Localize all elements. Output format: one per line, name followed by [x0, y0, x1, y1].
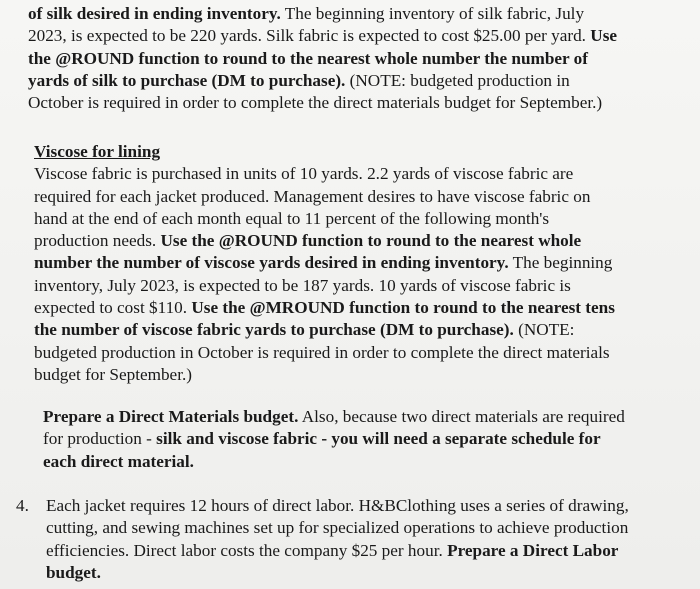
viscose-beginning-text: The beginning	[508, 253, 613, 273]
item4-budget-bold: budget.	[46, 562, 101, 582]
viscose-line-1: Viscose fabric is purchased in units of 10 yards. 2.2 yards of viscose fabric are	[34, 164, 574, 184]
item-number: 4.	[16, 496, 29, 515]
silk-note-continued: October is required in order to complete the direct materials budget for September.)	[28, 93, 603, 113]
viscose-line-10: budget for September.)	[34, 364, 192, 384]
prepare-dm-paragraph	[43, 406, 693, 473]
viscose-note-text: (NOTE:	[513, 320, 575, 340]
item4-line-2: cutting, and sewing machines set up for specialized operations to achieve production	[46, 518, 629, 538]
prepare-schedule-bold: silk and viscose fabric - you will need a separate schedule for	[156, 429, 601, 449]
item4-cost-text: efficiencies. Direct labor costs the company $25 per hour.	[46, 540, 448, 560]
prepare-production-text: for production -	[43, 429, 157, 449]
viscose-line-3: hand at the end of each month equal to 11 percent of the following month's	[34, 208, 550, 228]
viscose-heading: Viscose for lining	[34, 142, 161, 161]
silk-beginning-inventory-text: The beginning inventory of silk fabric, July	[280, 4, 585, 23]
viscose-mround-instruction: Use the @MROUND function to round to the nearest tens	[191, 298, 615, 318]
viscose-line-9: budgeted production in October is required in order to complete the direct materials	[34, 342, 610, 362]
prepare-dm-text: Also, because two direct materials are required	[298, 407, 625, 426]
item4-line-1: Each jacket requires 12 hours of direct labor. H&BClothing uses a series of drawing,	[46, 496, 629, 515]
viscose-line-6: inventory, July 2023, is expected to be 187 yards. 10 yards of viscose fabric is	[34, 275, 571, 295]
prepare-each-material: each direct material.	[43, 451, 194, 471]
viscose-section	[34, 141, 694, 386]
viscose-ending-inventory-bold: number the number of viscose yards desired in ending inventory.	[34, 253, 509, 273]
silk-use-bold: Use	[590, 26, 618, 46]
silk-round-instruction: the @ROUND function to round to the nearest whole number the number of	[28, 48, 588, 68]
silk-paragraph	[28, 3, 700, 114]
viscose-round-instruction: Use the @ROUND function to round to the nearest whole	[160, 231, 582, 251]
silk-note-text: (NOTE: budgeted production in	[345, 70, 570, 90]
viscose-production-needs: production needs.	[34, 231, 161, 251]
silk-ending-inventory-bold: of silk desired in ending inventory.	[28, 4, 281, 23]
viscose-purchase-bold: the number of viscose fabric yards to purchase (DM to purchase).	[34, 320, 514, 340]
silk-purchase-bold: yards of silk to purchase (DM to purchase).	[28, 70, 346, 90]
item4-prepare-bold: Prepare a Direct Labor	[447, 540, 619, 560]
silk-cost-text: 2023, is expected to be 220 yards. Silk fabric is expected to cost $25.00 per yard.	[28, 26, 591, 46]
viscose-cost-text: expected to cost $110.	[34, 298, 192, 318]
prepare-dm-bold: Prepare a Direct Materials budget.	[43, 407, 299, 426]
viscose-line-2: required for each jacket produced. Management desires to have viscose fabric on	[34, 186, 591, 206]
